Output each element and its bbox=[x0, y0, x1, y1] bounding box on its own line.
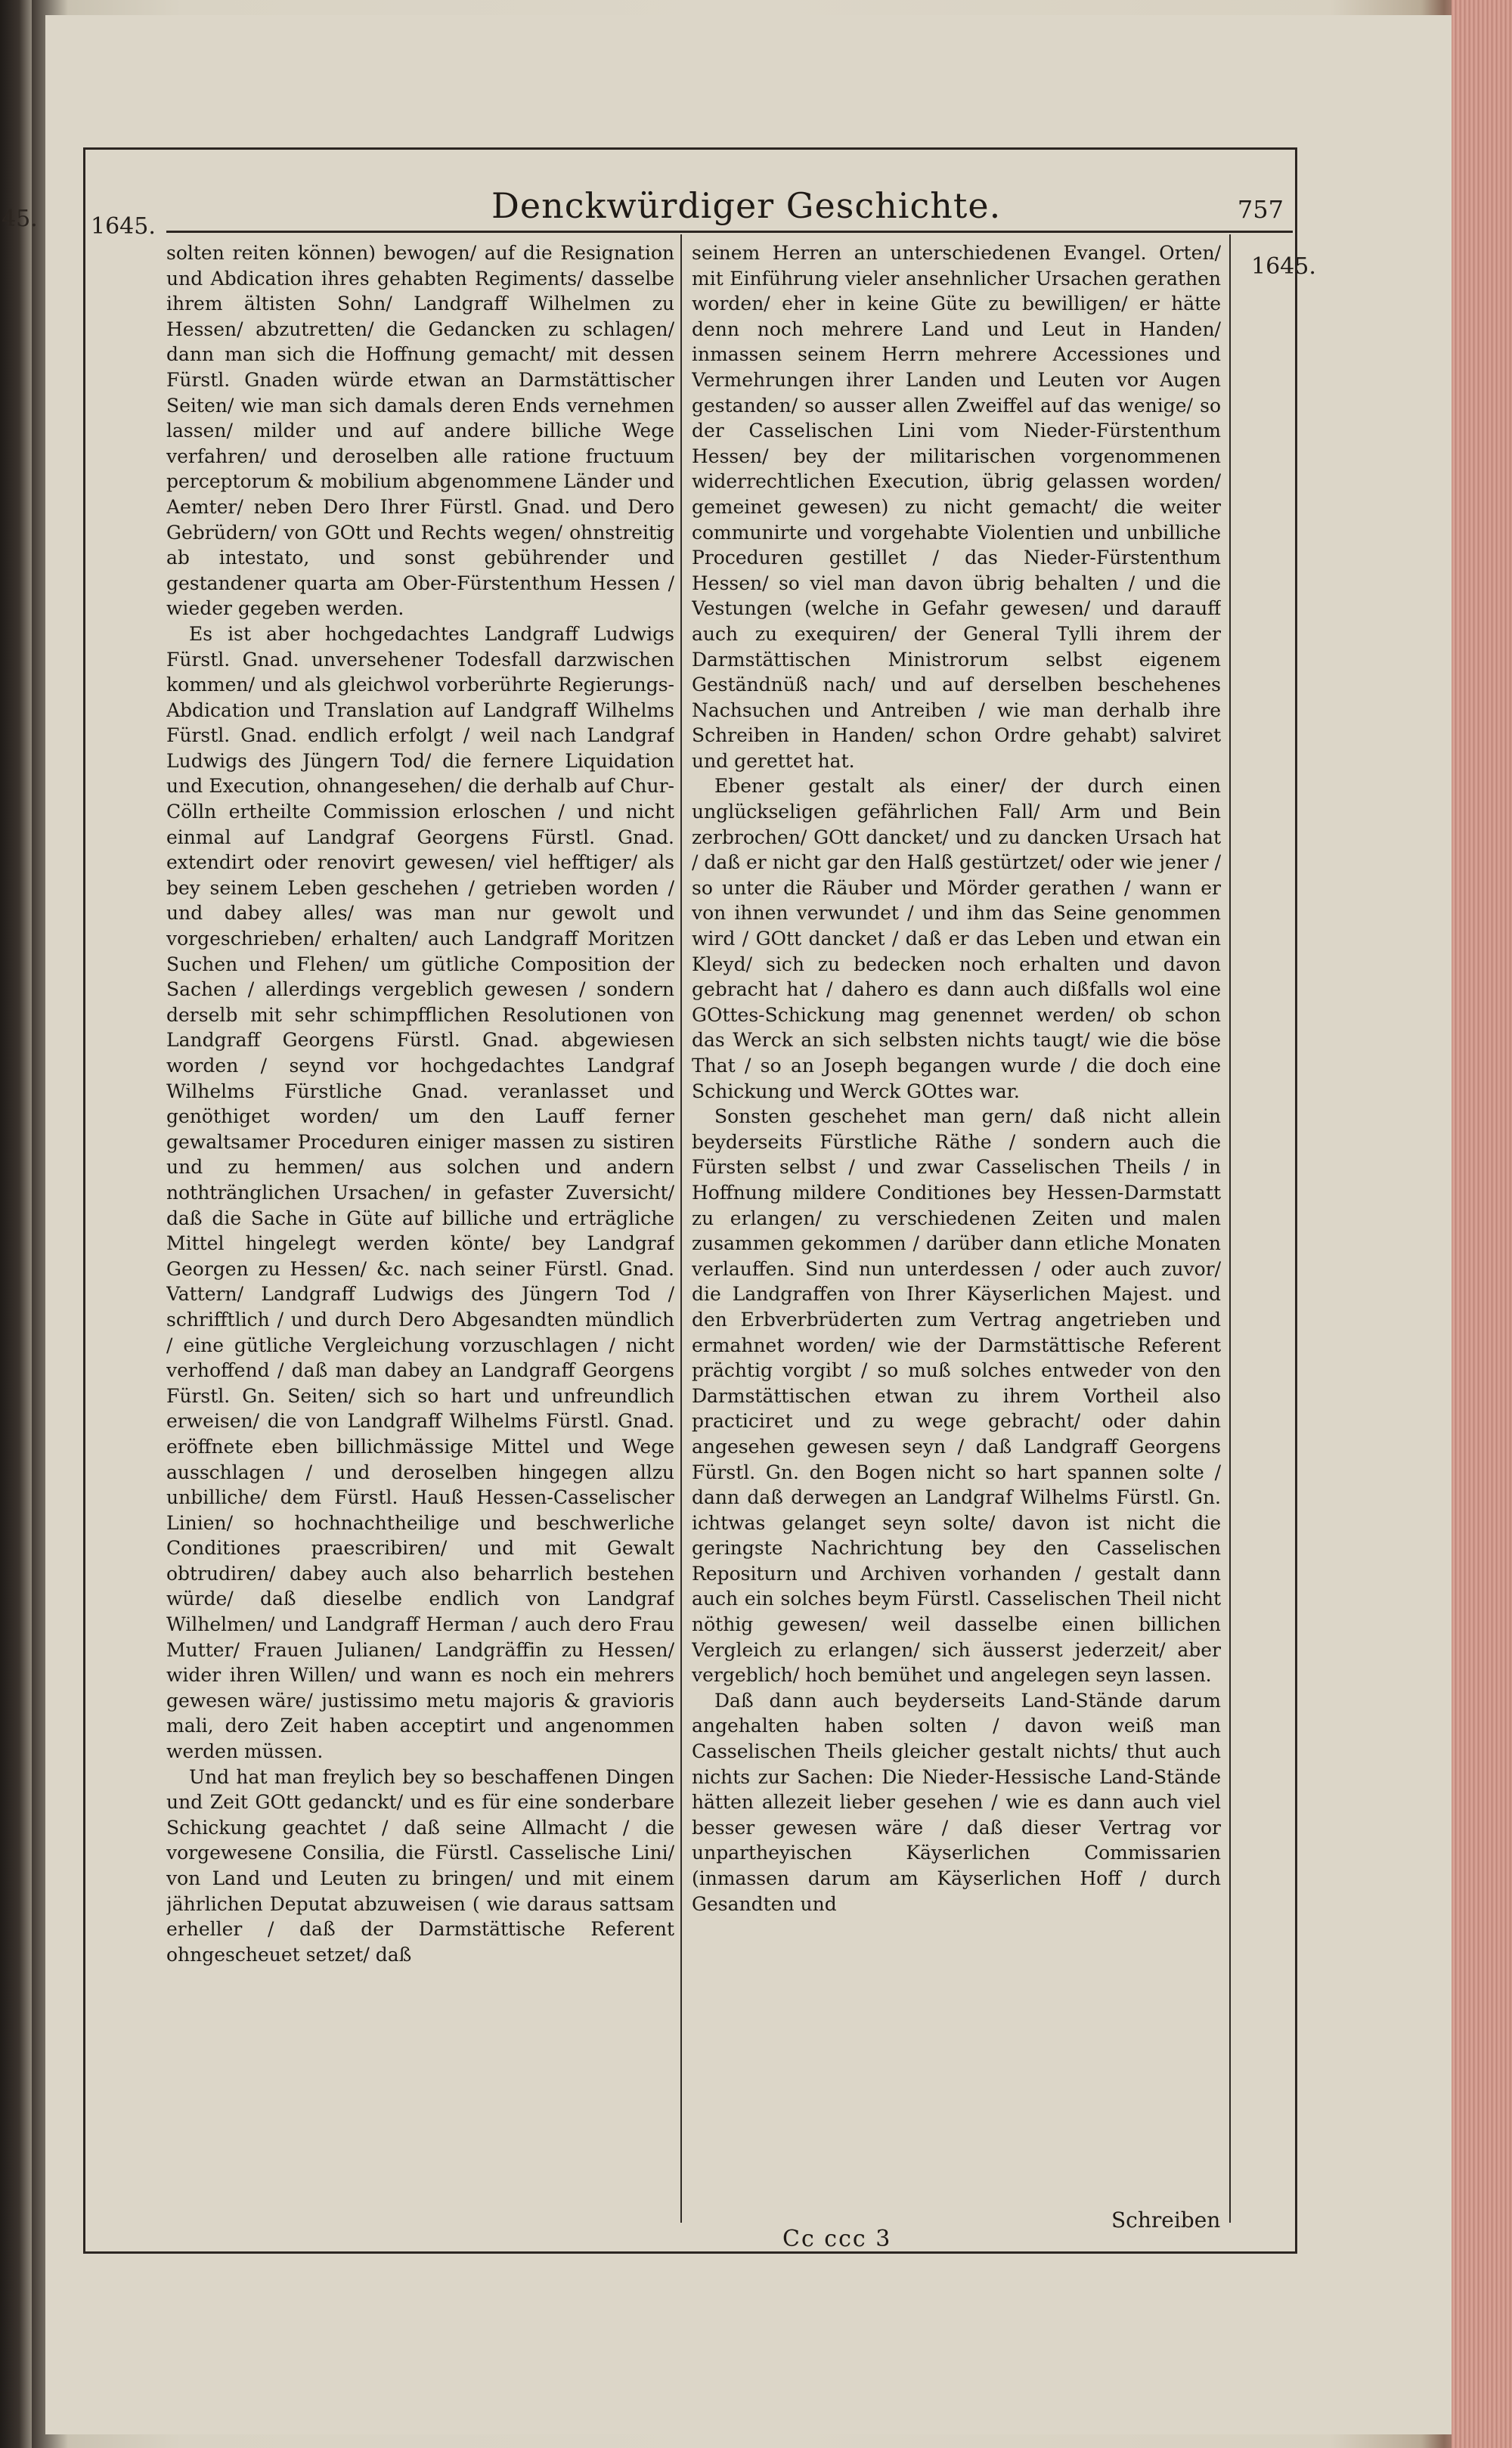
left-paragraph: Es ist aber hochgedachtes Landgraff Ludwigs Fürstl. Gnad. unversehener Todesfall darzwischen kommen/ und als gleichwol vorberührte Regierungs-Abdication und Translation auf Landgraff Wilhelms Fürstl. Gnad. endlich erfolgt / weil nach Landgraf Ludwigs des Jüngern Tod/ die fernere Liquidation und Execution, ohnangesehen/ die derhalb auf Chur-Cölln ertheilte Commission erloschen / und nicht einmal auf Landgraf Georgens Fürstl. Gnad. extendirt oder renovirt gewesen/ viel hefftiger/ als bey seinem Leben geschehen / getrieben worden / und dabey alles/ was man nur gewolt und vorgeschrieben/ erhalten/ auch Landgraff Moritzen Suchen und Flehen/ um gütliche Composition der Sachen / allerdings vergeblich gewesen / sondern derselb mit sehr schimpfflichen Resolutionen von Landgraff Georgens Fürstl. Gnad. abgewiesen worden / seynd vor hochgedachtes Landgraf Wilhelms Fürstliche Gnad. veranlasset und genöthiget worden/ um den Lauff ferner gewaltsamer Proceduren einiger massen zu sistiren und zu hemmen/ aus solchen und andern nothtränglichen Ursachen/ in gefaster Zuversicht/ daß die Sache in Güte auf billiche und erträgliche Mittel hingelegt werden könte/ bey Landgraf Georgen zu Hessen/ &c. nach seiner Fürstl. Gnad. Vattern/ Landgraff Ludwigs des Jüngern Tod / schrifftlich / und durch Dero Abgesandten mündlich / eine gütliche Vergleichung vorzuschlagen / nicht verhoffend / daß man dabey an Landgraff Georgens Fürstl. Gn. Seiten/ sich so hart und unfreundlich erweisen/ die von Landgraff Wilhelms Fürstl. Gnad. eröffnete eben billichmässige Mittel und Wege ausschlagen / und deroselben hingegen allzu unbilliche/ dem Fürstl. Hauß Hessen-Casselischer Linien/ so hochnachtheilige und beschwerliche Conditiones praescribiren/ und mit Gewalt obtrudiren/ dabey auch also beharrlich bestehen würde/ daß dieselbe endlich von Landgraf Wilhelmen/ und Landgraff Herman / auch dero Frau Mutter/ Frauen Julianen/ Landgräffin zu Hessen/ wider ihren Willen/ und wann es noch ein mehrers gewesen wäre/ justissimo metu majoris & gravioris mali, dero Zeit haben acceptirt und angenommen werden müssen. bbox=[166, 622, 674, 1763]
right-border-rule bbox=[1229, 234, 1231, 2223]
catchword: Schreiben bbox=[1111, 2208, 1221, 2233]
right-column bbox=[692, 240, 1221, 2220]
book-fore-edge bbox=[1452, 0, 1512, 2448]
header-rule bbox=[166, 231, 1293, 233]
left-paragraph: Und hat man freylich bey so beschaffenen Dingen und Zeit GOtt gedanckt/ und es für eine sonderbare Schickung geachtet / daß seine Allmacht / die vorgewesene Consilia, die Fürstl. Casselische Lini/ von Land und Leuten zu bringen/ und mit einem jährlichen Deputat abzuweisen ( wie daraus sattsam erheller / daß der Darmstättische Referent ohngescheuet setzet/ daß bbox=[166, 1765, 674, 1966]
right-paragraph: Ebener gestalt als einer/ der durch einen unglückseligen gefährlichen Fall/ Arm und Bein zerbrochen/ GOtt dancket/ und zu dancken Ursach hat / daß er nicht gar den Halß gestürtzet/ oder wie jener / so unter die Räuber und Mörder gerathen / wann er von ihnen verwundet / und ihm das Seine genommen wird / GOtt dancket / daß er das Leben und etwan ein Kleyd/ sich zu bedecken noch erhalten und davon gebracht hat / dahero es dann auch dißfalls wol eine GOttes-Schickung mag genennet werden/ ob schon das Werck an sich selbsten nichts taugt/ wie die böse That / so an Joseph begangen wurde / die doch eine Schickung und Werck GOttes war. bbox=[692, 775, 1221, 1102]
page-header bbox=[491, 185, 1293, 226]
left-paragraph: solten reiten können) bewogen/ auf die Resignation und Abdication ihres gehabten Regiments/ dasselbe ihrem ältisten Sohn/ Landgraff Wilhelmen zu Hessen/ abzutretten/ die Gedancken zu schlagen/ dann man sich die Hoffnung gemacht/ mit dessen Fürstl. Gnaden würde etwan an Darmstättischer Seiten/ wie man sich damals deren Ends vernehmen lassen/ milder und auf andere billiche Wege verfahren/ und deroselben alle ratione fructuum perceptorum & mobilium abgenommene Länder und Aemter/ neben Dero Ihrer Fürstl. Gnad. und Dero Gebrüdern/ von GOtt und Rechts wegen/ ohnstreitig ab intestato, und sonst gebührender und gestandener quarta am Ober-Fürstenthum Hessen / wieder gegeben werden. bbox=[166, 242, 674, 620]
page-number: 757 bbox=[1237, 195, 1284, 224]
column-divider bbox=[680, 234, 682, 2223]
running-title: Denckwürdiger Geschichte. bbox=[491, 185, 1002, 226]
right-paragraph: Daß dann auch beyderseits Land-Stände darum angehalten haben solten / davon weiß man Casselischen Theils gleicher gestalt nichts/ thut auch nichts zur Sachen: Die Nieder-Hessische Land-Stände hätten allezeit lieber gesehen / wie es dann auch viel besser gewesen wäre / daß dieser Vertrag vor unpartheyischen Käyserlichen Commissarien (inmassen darum am Käyserlichen Hoff / durch Gesandten und bbox=[692, 1689, 1221, 1915]
margin-year-left: 1645. bbox=[91, 213, 156, 240]
right-paragraph: seinem Herren an unterschiedenen Evangel. Orten/ mit Einführung vieler ansehnlicher Ursachen gerathen worden/ eher in keine Güte zu bewilligen/ er hätte denn noch mehrere Land und Leut in Handen/ inmassen seinem Herrn mehrere Accessiones und Vermehrungen ihrer Landen und Leuten vor Augen gestanden/ so ausser allen Zweiffel auf das wenige/ so der Casselischen Lini vom Nieder-Fürstenthum Hessen/ bey der militarischen vorgenommenen widerrechtlichen Execution, übrig gelassen worden/ gemeinet gewesen) zu nicht gemacht/ die weiter communirte und vorgehabte Violentien und unbilliche Proceduren gestillet / das Nieder-Fürstenthum Hessen/ so viel man davon übrig behalten / und die Vestungen (welche in Gefahr gewesen/ und darauff auch zu exequiren/ der General Tylli ihrem der Darmstättischen Ministrorum selbst eigenem Geständnüß nach/ und auf derselben beschehenes Nachsuchen und Antreiben / wie man derhalb ihre Schreiben in Handen/ schon Ordre gehabt) salviret und gerettet hat. bbox=[692, 242, 1221, 772]
previous-page-year-fragment: 45. bbox=[2, 206, 38, 232]
margin-year-right: 1645. bbox=[1251, 253, 1316, 280]
right-paragraph: Sonsten geschehet man gern/ daß nicht allein beyderseits Fürstliche Räthe / sondern auch die Fürsten selbst / und zwar Casselischen Theils / in Hoffnung mildere Conditiones bey Hessen-Darmstatt zu erlangen/ zu verschiedenen Zeiten und malen zusammen gekommen / darüber dann etliche Monaten verlauffen. Sind nun unterdessen / oder auch zuvor/ die Landgraffen von Ihrer Käyserlichen Majest. und den Erbverbrüderten zum Vertrag angetrieben und ermahnet worden/ wie der Darmstättische Referent prächtig vorgibt / so muß solches entweder von den Darmstättischen etwan zu ihrem Vortheil also practiciret und zu wege gebracht/ oder dahin angesehen gewesen seyn / daß Landgraff Georgens Fürstl. Gn. den Bogen nicht so hart spannen solte / dann daß derwegen an Landgraf Wilhelms Fürstl. Gn. ichtwas gelanget seyn solte/ davon ist nicht die geringste Nachrichtung bey den Casselischen Repositurn und Archiven vorhanden / gestalt dann auch ein solches beym Fürstl. Casselischen Theil nicht nöthig gewesen/ weil dasselbe einen billichen Vergleich zu erlangen/ sich äusserst jederzeit/ aber vergeblich/ hoch bemühet und angelegen seyn lassen. bbox=[692, 1105, 1221, 1687]
left-column bbox=[166, 240, 674, 2220]
signature-mark: Cc ccc 3 bbox=[782, 2226, 892, 2252]
previous-page-edge bbox=[0, 0, 38, 2448]
